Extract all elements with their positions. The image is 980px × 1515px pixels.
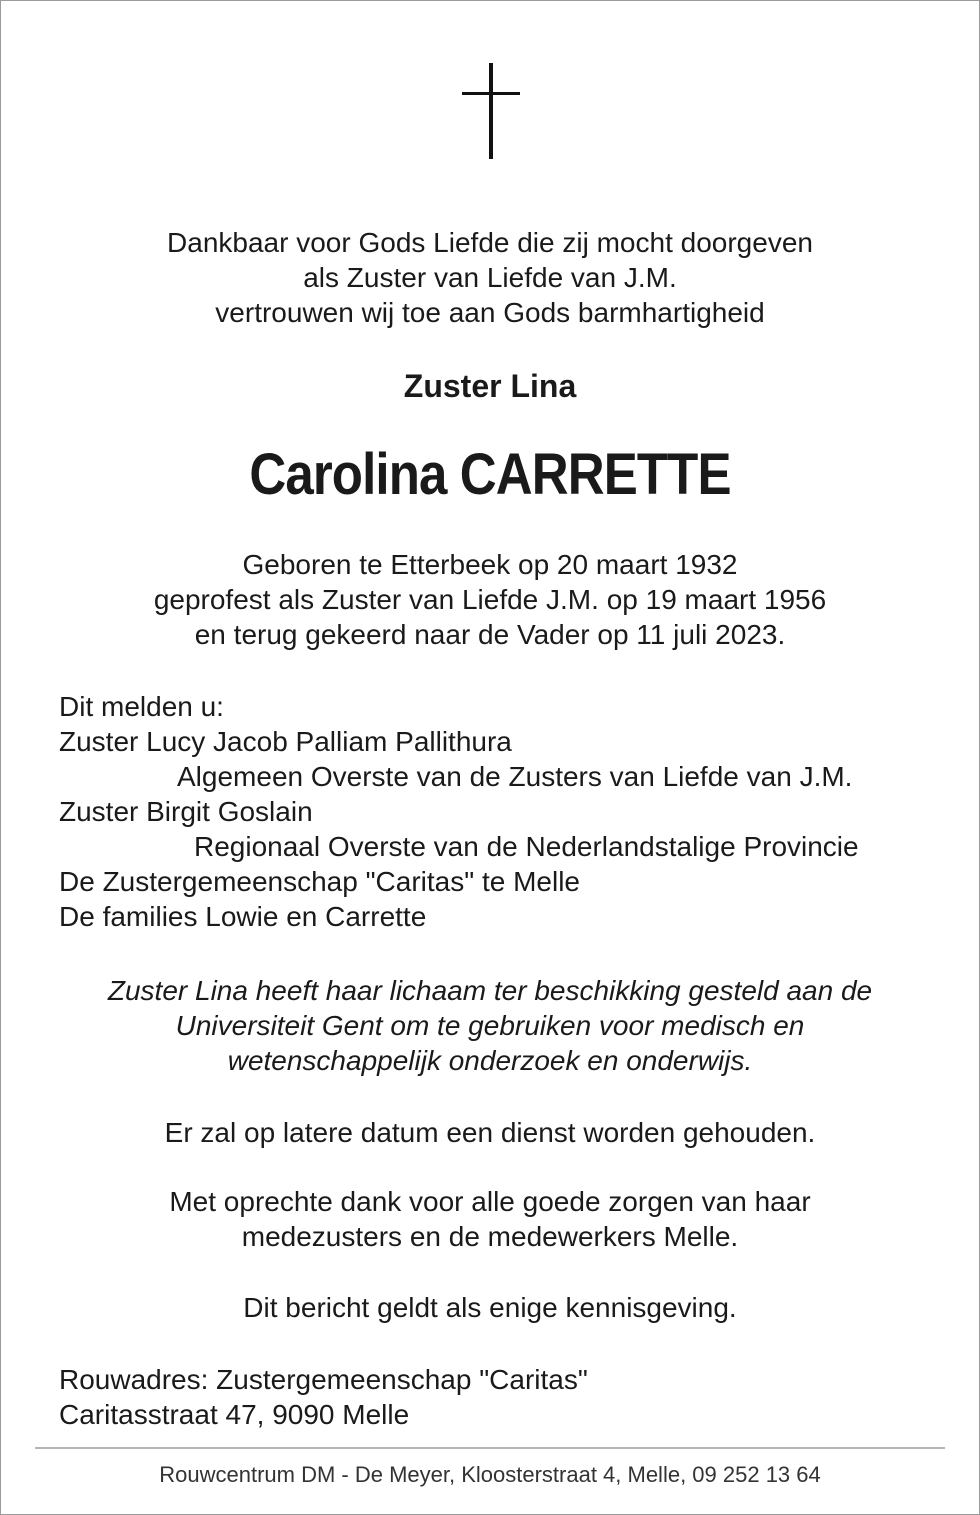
- address-line: Rouwadres: Zustergemeenschap "Caritas": [59, 1364, 588, 1395]
- life-dates-line: en terug gekeerd naar de Vader op 11 juli 2023.: [194, 619, 786, 650]
- body-donation-line: Zuster Lina heeft haar lichaam ter beschikking gesteld aan de: [107, 975, 873, 1006]
- religious-name: Zuster Lina: [403, 368, 577, 404]
- life-dates-line: geprofest als Zuster van Liefde J.M. op 19 maart 1956: [153, 584, 827, 615]
- announcers-heading: Dit melden u:: [59, 691, 224, 722]
- announcer-name: Zuster Birgit Goslain: [59, 796, 313, 827]
- announcer-role: Algemeen Overste van de Zusters van Liefde van J.M.: [177, 761, 853, 792]
- intro-line: vertrouwen wij toe aan Gods barmhartigheid: [215, 297, 765, 328]
- deceased-name: Carolina CARRETTE: [249, 442, 731, 507]
- body-donation-note: [0, 973, 980, 1078]
- thanks-note: [0, 1184, 980, 1254]
- notice-note: Dit bericht geldt als enige kennisgeving.: [243, 1292, 737, 1323]
- announcer-name: Zuster Lucy Jacob Palliam Pallithura: [59, 726, 512, 757]
- life-dates-line: Geboren te Etterbeek op 20 maart 1932: [242, 549, 738, 580]
- intro-line: Dankbaar voor Gods Liefde die zij mocht doorgeven: [167, 227, 813, 258]
- funeral-home-footer: Rouwcentrum DM - De Meyer, Kloosterstraat 4, Melle, 09 252 13 64: [159, 1462, 821, 1487]
- announcer-role: Regionaal Overste van de Nederlandstalige Provincie: [194, 831, 859, 862]
- announcers-list: [59, 689, 939, 934]
- body-donation-line: Universiteit Gent om te gebruiken voor medisch en: [175, 1010, 805, 1041]
- thanks-line: Met oprechte dank voor alle goede zorgen van haar: [169, 1186, 811, 1217]
- mourning-address: [59, 1362, 588, 1432]
- address-line: Caritasstraat 47, 9090 Melle: [59, 1399, 410, 1430]
- intro-text: [0, 225, 980, 330]
- life-dates: [0, 547, 980, 652]
- intro-line: als Zuster van Liefde van J.M.: [303, 262, 677, 293]
- thanks-line: medezusters en de medewerkers Melle.: [241, 1221, 739, 1252]
- announcer-name: De families Lowie en Carrette: [59, 901, 427, 932]
- cross-icon: [462, 63, 520, 159]
- announcer-name: De Zustergemeenschap "Caritas" te Melle: [59, 866, 580, 897]
- service-note: Er zal op latere datum een dienst worden gehouden.: [164, 1117, 816, 1148]
- footer-divider: [35, 1447, 945, 1449]
- body-donation-line: wetenschappelijk onderzoek en onderwijs.: [227, 1045, 753, 1076]
